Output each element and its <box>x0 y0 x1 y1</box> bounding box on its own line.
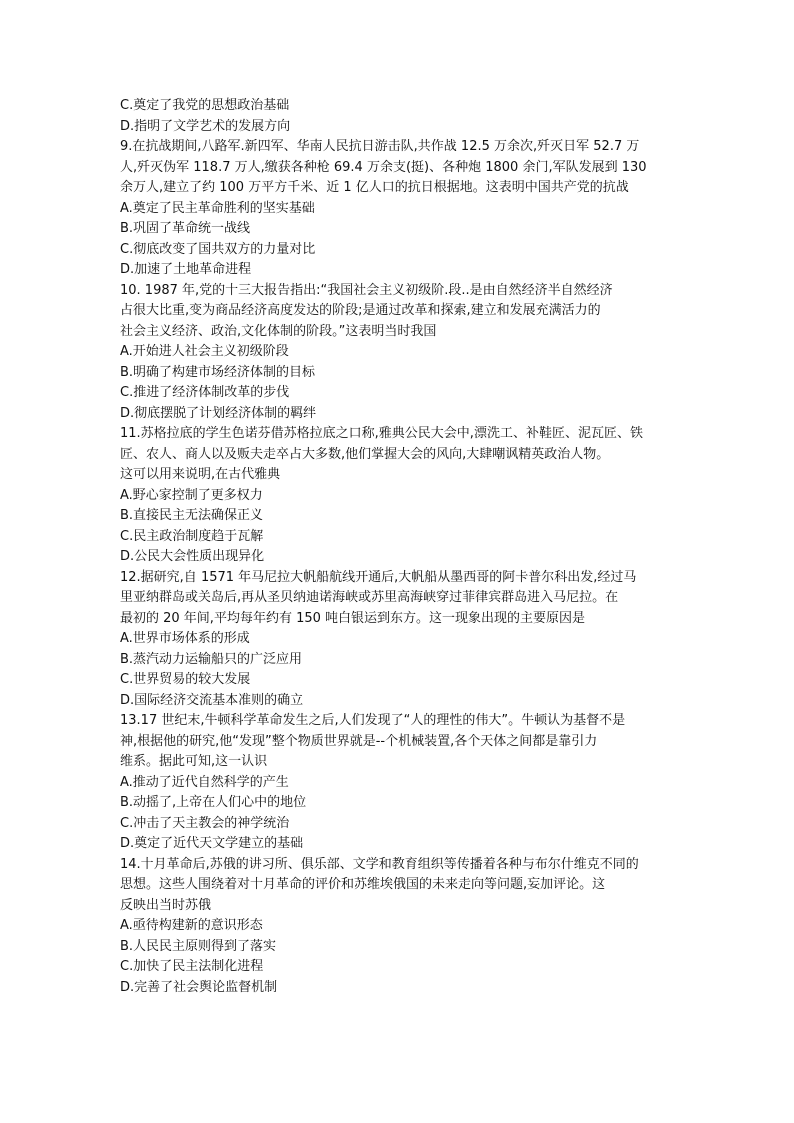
option-c: C.彻底改变了国共双方的力量对比 <box>120 241 316 257</box>
option-b: B.蒸汽动力运输船只的广泛应用 <box>120 651 303 667</box>
option-c: C.民主政治制度趋于瓦解 <box>120 528 264 544</box>
option-d: D.奠定了近代天文学建立的基础 <box>120 836 304 851</box>
question-12 <box>120 568 680 712</box>
question-stem-line: 匠、农人、商人以及贩夫走卒占大多数,他们掌握大会的风向,大肆嘲讽精英政治人物。 <box>120 446 610 462</box>
option-a: A.亟待构建新的意识形态 <box>120 918 263 933</box>
question-stem-line: 人,歼灭伪军 118.7 万人,缴获各种枪 69.4 万余支(挺)、各种炮 1800 余门,军队发展到 130 <box>120 159 647 175</box>
question-10 <box>120 281 680 425</box>
question-stem-line: 神,根据他的研究,他“发现”整个物质世界就是--个机械装置,各个天体之间都是靠引力 <box>120 733 598 749</box>
option-d: D.加速了土地革命进程 <box>120 262 252 277</box>
question-stem-line: 12.据研究,自 1571 年马尼拉大帆船航线开通后,大帆船从墨西哥的阿卡普尔科出发,经过马 <box>120 569 637 585</box>
option-a: A.野心家控制了更多权力 <box>120 487 263 503</box>
question-11 <box>120 424 680 568</box>
question-stem-line: 占很大比重,变为商品经济高度发达的阶段;是通过改革和探索,建立和发展充满活力的 <box>120 303 601 318</box>
question-stem-line: 10. 1987 年,党的十三大报告指出:“我国社会主义初级阶.段..是由自然经济半自然经济 <box>120 282 613 298</box>
option-a: A.奠定了民主革命胜利的坚实基础 <box>120 200 315 216</box>
question-13 <box>120 711 680 855</box>
option-b: B.动摇了,上帝在人们心中的地位 <box>120 795 307 810</box>
exam-page <box>120 96 680 998</box>
prev-question-options <box>120 96 680 137</box>
question-stem-line: 11.苏格拉底的学生色诺芬借苏格拉底之口称,雅典公民大会中,漂洗工、补鞋匠、泥瓦匠、铁 <box>120 426 643 441</box>
option-d: D.公民大会性质出现异化 <box>120 549 265 564</box>
option-d: D.国际经济交流基本准则的确立 <box>120 692 304 708</box>
option-c: C.冲击了天主教会的神学统治 <box>120 815 290 831</box>
question-stem-line: 社会主义经济、政治,文化体制的阶段。”这表明当时我国 <box>120 323 437 339</box>
option-a: A.开始进人社会主义初级阶段 <box>120 344 289 359</box>
option-d: D.完善了社会舆论监督机制 <box>120 979 278 995</box>
question-stem-line: 反映出当时苏俄 <box>120 897 212 913</box>
option-a: A.推动了近代自然科学的产生 <box>120 774 289 790</box>
question-stem-line: 里亚纳群岛或关岛后,再从圣贝纳迪诺海峡或苏里高海峡穿过菲律宾群岛进入马尼拉。在 <box>120 590 619 605</box>
option-c: C.世界贸易的较大发展 <box>120 672 251 687</box>
question-14 <box>120 855 680 999</box>
question-stem-line: 13.17 世纪末,牛顿科学革命发生之后,人们发现了“人的理性的伟大”。牛顿认为基督不是 <box>120 713 626 728</box>
question-stem-line: 最初的 20 年间,平均每年约有 150 吨白银运到东方。这一现象出现的主要原因是 <box>120 610 586 626</box>
option-b: B.巩固了革命统一战线 <box>120 221 251 236</box>
question-stem-line: 余万人,建立了约 100 万平方千米、近 1 亿人口的抗日根据地。这表明中国共产党的抗战 <box>120 180 629 195</box>
option-b: B.明确了构建市场经济体制的目标 <box>120 364 316 380</box>
question-stem-line: 9.在抗战期间,八路军.新四军、华南人民抗日游击队,共作战 12.5 万余次,歼灭日军 52.7 万 <box>120 139 640 154</box>
option-d: D.指明了文学艺术的发展方向 <box>120 118 291 134</box>
option-c: C.奠定了我党的思想政治基础 <box>120 98 290 113</box>
option-b: B.人民民主原则得到了落实 <box>120 938 277 954</box>
option-c: C.加快了民主法制化进程 <box>120 959 264 974</box>
option-b: B.直接民主无法确保正义 <box>120 508 264 523</box>
option-d: D.彻底摆脱了计划经济体制的羁绊 <box>120 405 317 421</box>
question-stem-line: 维系。据此可知,这一认识 <box>120 754 268 769</box>
question-9 <box>120 137 680 281</box>
option-a: A.世界市场体系的形成 <box>120 631 250 646</box>
question-stem-line: 14.十月革命后,苏俄的讲习所、俱乐部、文学和教育组织等传播着各种与布尔什维克不同的 <box>120 856 639 872</box>
question-stem-line: 这可以用来说明,在古代雅典 <box>120 467 281 482</box>
question-stem-line: 思想。这些人围绕着对十月革命的评价和苏维埃俄国的未来走向等问题,妄加评论。这 <box>120 877 606 892</box>
option-c: C.推进了经济体制改革的步伐 <box>120 385 290 400</box>
